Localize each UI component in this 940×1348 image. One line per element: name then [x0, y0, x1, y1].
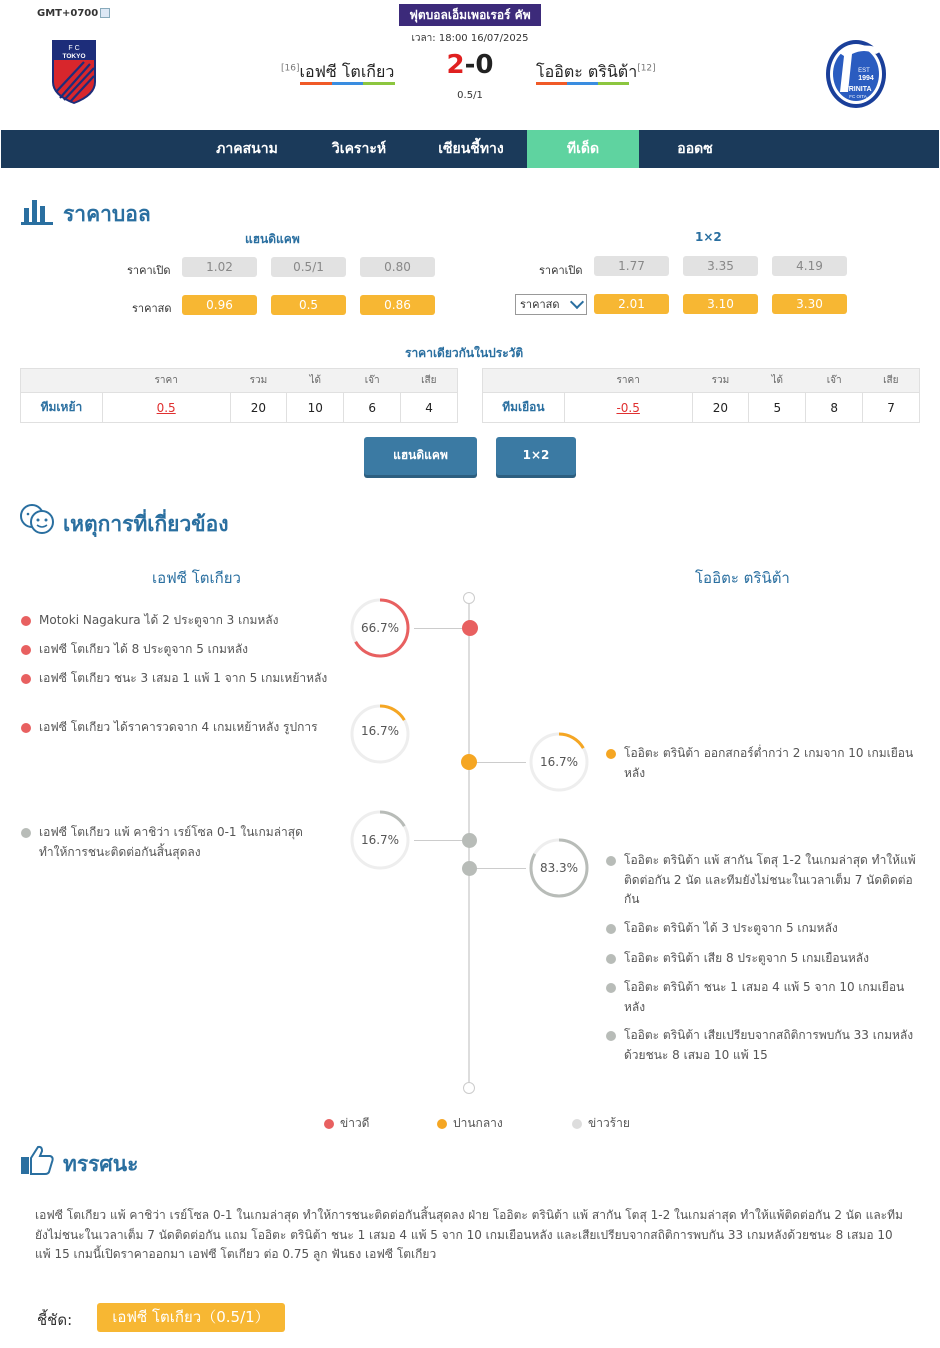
hdp-open-home: 1.02 — [182, 257, 257, 277]
timeline-dot-mid — [461, 754, 477, 770]
legend-bad: ข่าวร้าย — [572, 1114, 630, 1133]
main-nav — [1, 130, 939, 168]
nav-tips[interactable]: ทีเด็ด — [527, 130, 639, 168]
opinion-section-title: ทรรศนะ — [63, 1152, 139, 1176]
list-item: เอฟซี โตเกียว ได้ 8 ประตูจาก 5 เกมหลัง — [39, 640, 329, 660]
x12-live-draw: 3.10 — [683, 294, 758, 314]
opinion-text: เอฟซี โตเกียว แพ้ คาชิว่า เรย์โซล 0-1 ในเกมล่าสุด ทำให้การชนะติดต่อกันสิ้นสุดลง ฝ่าย โออิตะ ตรินิต้า แพ้ สากัน โตสุ 1-2 ในเกมล่าสุด ทำให้แพ้ติดต่อกัน 2 นัด และทีมยังไม่ชนะในเวลาเต็ม 7 นัดติดต่อกัน แถม โออิตะ ตรินิต้า ชนะ 1 เสมอ 4 แพ้ 5 จาก 10 เกมเยือนหลัง และเสียเปรียบจากสถิติการพบกัน 33 เกมหลังด้วยชนะ 8 เสมอ 10 แพ้ 15 เกมนี้เปิดราคาออกมา เอฟซี โตเกียว ต่อ 0.75 ลูก ฟันธง เอฟซี โตเกียว — [35, 1208, 903, 1261]
home-bad-pct: 16.7% — [360, 833, 400, 847]
league-badge[interactable]: ฟุตบอลเอ็มเพอเรอร์ คัพ — [399, 4, 541, 26]
list-item: เอฟซี โตเกียว ชนะ 3 เสมอ 1 แพ้ 1 จาก 5 เกมเหย้าหลัง — [39, 669, 329, 689]
hdp-live-home: 0.96 — [182, 295, 257, 315]
oita-trinita-logo — [824, 36, 888, 110]
events-home-team: เอฟซี โตเกียว — [152, 569, 241, 587]
home-team-bar — [300, 82, 395, 85]
header-handicap: 0.5/1 — [457, 90, 483, 101]
table-row: ทีมเยือน -0.5 20 5 8 7 — [483, 393, 920, 423]
home-good-pct: 66.7% — [360, 621, 400, 635]
legend-good: ข่าวดี — [324, 1114, 369, 1133]
pick-badge: เอฟซี โตเกียว（0.5/1） — [97, 1303, 285, 1332]
timeline-end — [463, 1082, 475, 1094]
list-item: โออิตะ ตรินิต้า เสีย 8 ประตูจาก 5 เกมเยือนหลัง — [624, 949, 920, 969]
away-mid-pct: 16.7% — [539, 755, 579, 769]
away-team-bar — [536, 82, 629, 85]
events-section-title: เหตุการที่เกี่ยวข้อง — [63, 512, 229, 536]
home-history-table: ราคา รวม ได้ เจ๊า เสีย ทีมเหย้า 0.5 20 10 6 4 — [20, 368, 458, 423]
match-time: เวลา: 18:00 16/07/2025 — [411, 33, 529, 44]
x12-open-draw: 3.35 — [683, 256, 758, 276]
nav-odds[interactable]: ออดซ — [677, 141, 713, 157]
timezone-label[interactable]: GMT+0700 — [37, 8, 110, 19]
bar-chart-icon — [20, 196, 54, 226]
thumbs-up-icon — [19, 1144, 55, 1176]
handicap-title: แฮนดิแคพ — [245, 232, 300, 246]
list-item: Motoki Nagakura ได้ 2 ประตูจาก 3 เกมหลัง — [39, 611, 329, 631]
x12-live-home: 2.01 — [594, 294, 669, 314]
home-mid-pct: 16.7% — [360, 724, 400, 738]
x12-open-away: 4.19 — [772, 256, 847, 276]
away-history-table: ราคา รวม ได้ เจ๊า เสีย ทีมเยือน -0.5 20 5 8 7 — [482, 368, 920, 423]
list-item: โออิตะ ตรินิต้า ออกสกอร์ต่ำกว่า 2 เกมจาก 10 เกมเยือนหลัง — [624, 744, 920, 783]
handicap-tab-button[interactable]: แฮนดิแคพ — [364, 437, 477, 475]
x12-open-home: 1.77 — [594, 256, 669, 276]
x12-tab-button[interactable]: 1×2 — [496, 437, 576, 475]
hdp-live-away: 0.86 — [360, 295, 435, 315]
pick-label: ชี้ชัด: — [37, 1311, 73, 1329]
svg-text:TOKYO: TOKYO — [62, 53, 86, 60]
hdp-live-line: 0.5 — [271, 295, 346, 315]
chevron-down-icon — [570, 295, 584, 309]
away-history-team[interactable]: ทีมเยือน — [483, 393, 565, 423]
svg-text:1994: 1994 — [858, 75, 874, 82]
home-mid-gauge-clipped — [350, 724, 410, 764]
chat-faces-icon — [19, 503, 55, 535]
x12-live-away: 3.30 — [772, 294, 847, 314]
score: 2-0 — [446, 50, 494, 80]
svg-text:F C: F C — [68, 45, 80, 52]
hdp-live-label: ราคาสด — [132, 302, 172, 315]
away-history-price[interactable]: -0.5 — [564, 393, 692, 423]
hdp-open-away: 0.80 — [360, 257, 435, 277]
nav-field[interactable]: ภาคสนาม — [216, 141, 278, 157]
match-header — [0, 0, 940, 130]
list-item: โออิตะ ตรินิต้า ได้ 3 ประตูจาก 5 เกมหลัง — [624, 919, 920, 939]
x12-title: 1×2 — [695, 230, 722, 244]
odds-section-title: ราคาบอล — [63, 202, 151, 226]
list-item: เอฟซี โตเกียว แพ้ คาชิว่า เรย์โซล 0-1 ในเกมล่าสุด ทำให้การชนะติดต่อกันสิ้นสุดลง — [39, 823, 329, 862]
timeline-dot-bad-away — [462, 861, 477, 876]
timeline-dot-bad — [462, 833, 477, 848]
hdp-open-label: ราคาเปิด — [127, 264, 171, 277]
odds-type-select[interactable]: ราคาสด — [515, 294, 587, 315]
list-item: โออิตะ ตรินิต้า แพ้ สากัน โตสุ 1-2 ในเกมล่าสุด ทำให้แพ้ติดต่อกัน 2 นัด และทีมยังไม่ชนะในเวลาเต็ม 7 นัดติดต่อกัน — [624, 851, 920, 910]
list-item: โออิตะ ตรินิต้า ชนะ 1 เสมอ 4 แพ้ 5 จาก 10 เกมเยือนหลัง — [624, 978, 920, 1017]
events-away-team: โออิตะ ตรินิต้า — [695, 569, 790, 587]
timeline-start — [463, 592, 475, 604]
home-history-price[interactable]: 0.5 — [102, 393, 230, 423]
history-title: ราคาเดียวกันในประวัติ — [405, 346, 524, 360]
svg-text:EST: EST — [858, 68, 870, 74]
svg-text:TRINITA: TRINITA — [844, 86, 872, 93]
fc-tokyo-logo — [50, 38, 98, 106]
hdp-open-line: 0.5/1 — [271, 257, 346, 277]
home-history-team[interactable]: ทีมเหย้า — [21, 393, 103, 423]
nav-analysis[interactable]: วิเคราะห์ — [331, 141, 387, 157]
list-item: โออิตะ ตรินิต้า เสียเปรียบจากสถิติการพบกัน 33 เกมหลังด้วยชนะ 8 เสมอ 10 แพ้ 15 — [624, 1026, 920, 1065]
nav-expert[interactable]: เซียนชี้ทาง — [438, 141, 504, 157]
away-bad-pct: 83.3% — [539, 861, 579, 875]
svg-text:FC OITA: FC OITA — [849, 94, 867, 99]
image-icon — [100, 8, 110, 18]
legend-mid: ปานกลาง — [437, 1114, 503, 1133]
timeline-dot-good — [462, 620, 478, 636]
list-item: เอฟซี โตเกียว ได้ราคารวดจาก 4 เกมเหย้าหลัง รูปการ — [39, 718, 339, 738]
table-row: ทีมเหย้า 0.5 20 10 6 4 — [21, 393, 458, 423]
home-team-name[interactable]: [16]เอฟซี โตเกียว — [281, 62, 395, 81]
away-team-name[interactable]: โออิตะ ตรินิต้า[12] — [536, 62, 656, 81]
x12-open-label: ราคาเปิด — [539, 264, 583, 277]
